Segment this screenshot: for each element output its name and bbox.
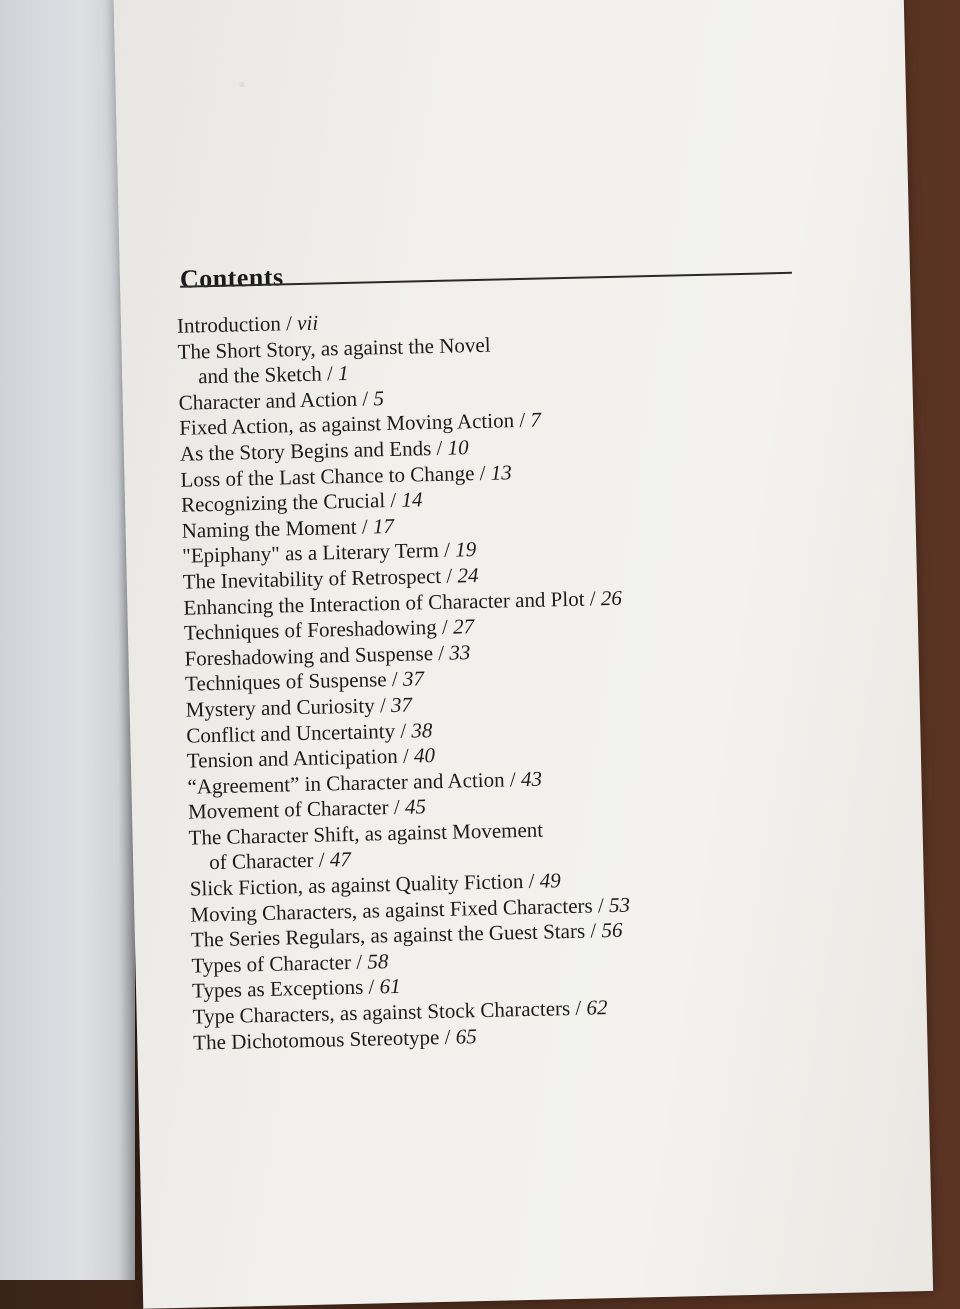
page-title: Contents: [179, 262, 284, 295]
toc-entry-title: Slick Fiction, as against Quality Fiction: [189, 869, 524, 901]
toc-separator: /: [350, 949, 368, 974]
toc-page-number: vii: [296, 310, 319, 336]
toc-entry-title: Enhancing the Interaction of Character and Plot: [183, 586, 585, 620]
toc-entry-title: Recognizing the Crucial: [180, 488, 386, 517]
toc-entry-title: The Dichotomous Stereotype: [192, 1024, 440, 1055]
toc-entry-title: Character and Action: [178, 386, 358, 415]
show-through-text: ·: [235, 62, 249, 109]
toc-separator: /: [397, 743, 415, 768]
facing-page: [0, 0, 135, 1280]
book-page: [113, 0, 933, 1309]
toc-page-number: 38: [411, 717, 433, 743]
toc-page-number: 40: [413, 743, 436, 768]
toc-entry-title: Tension and Anticipation: [186, 743, 398, 773]
toc-entry-continuation: of Character: [208, 848, 314, 875]
toc-separator: /: [362, 974, 380, 1000]
toc-page-number: 58: [367, 948, 389, 974]
toc-page-number: 27: [452, 614, 475, 639]
toc-entry-title: “Agreement” in Character and Action: [187, 767, 505, 799]
toc-separator: /: [513, 408, 531, 433]
table-of-contents: [177, 299, 834, 1056]
toc-separator: /: [280, 311, 298, 336]
toc-page-number: 65: [455, 1023, 477, 1049]
toc-page-number: 47: [329, 847, 352, 872]
toc-separator: /: [356, 514, 374, 539]
toc-entry-title: Loss of the Last Chance to Change: [180, 460, 475, 492]
toc-separator: /: [584, 585, 602, 611]
toc-page-number: 17: [372, 513, 395, 539]
toc-entry-title: The Short Story, as against the Novel: [177, 332, 491, 364]
toc-entry-title: Moving Characters, as against Fixed Characters: [190, 893, 593, 927]
toc-entry-title: Types as Exceptions: [191, 975, 364, 1004]
toc-entry-title: Fixed Action, as against Moving Action: [179, 408, 515, 441]
toc-separator: /: [374, 692, 392, 718]
toc-page-number: 53: [608, 892, 631, 917]
toc-page-number: 14: [401, 487, 423, 512]
toc-entry-title: Naming the Moment: [181, 514, 357, 543]
toc-page-number: 33: [449, 639, 471, 665]
toc-separator: /: [356, 386, 374, 411]
toc-page-number: 49: [539, 868, 561, 893]
toc-entry-title: Techniques of Foreshadowing: [183, 615, 437, 645]
toc-entry-title: Movement of Character: [187, 795, 389, 824]
toc-page-number: 37: [402, 666, 425, 692]
toc-separator: /: [584, 918, 602, 943]
toc-entry-title: Foreshadowing and Suspense: [184, 640, 434, 671]
toc-separator: /: [321, 361, 339, 386]
toc-separator: /: [313, 847, 331, 873]
toc-entry-title: The Series Regulars, as against the Guest Stars: [190, 918, 586, 952]
toc-separator: /: [592, 892, 610, 918]
toc-page-number: 19: [454, 537, 477, 562]
toc-page-number: 10: [447, 435, 469, 460]
toc-entry-title: "Epiphany" as a Literary Term: [181, 538, 440, 569]
toc-entry-title: Introduction: [176, 311, 282, 338]
toc-separator: /: [440, 563, 458, 588]
toc-page-number: 62: [586, 995, 608, 1020]
toc-page-number: 13: [490, 459, 512, 485]
toc-entry-continuation: and the Sketch: [197, 361, 323, 389]
toc-entry-title: The Character Shift, as against Movement: [188, 817, 544, 850]
toc-separator: /: [439, 1024, 456, 1049]
toc-separator: /: [388, 795, 406, 820]
toc-page-number: 43: [520, 766, 543, 791]
toc-separator: /: [432, 640, 450, 665]
toc-separator: /: [430, 435, 448, 461]
toc-separator: /: [438, 537, 456, 563]
toc-entry-title: Types of Character: [191, 949, 352, 978]
toc-page-number: 24: [457, 562, 479, 588]
toc-page-number: 7: [530, 407, 542, 433]
toc-entry-title: Techniques of Suspense: [184, 667, 387, 696]
toc-page-number: 1: [337, 361, 349, 386]
toc-separator: /: [384, 487, 402, 513]
toc-separator: /: [504, 766, 522, 792]
toc-page-number: 45: [404, 794, 427, 820]
toc-separator: /: [386, 667, 404, 692]
toc-separator: /: [394, 718, 412, 743]
toc-separator: /: [523, 868, 540, 894]
toc-entry-title: As the Story Begins and Ends: [179, 436, 432, 466]
toc-page-number: 37: [390, 692, 413, 717]
toc-page-number: 26: [600, 585, 623, 610]
toc-entry-title: Mystery and Curiosity: [185, 693, 375, 722]
toc-entry-title: The Inevitability of Retrospect: [182, 563, 442, 594]
toc-page-number: 5: [373, 385, 385, 411]
toc-separator: /: [436, 614, 454, 640]
toc-page-number: 56: [601, 918, 623, 943]
toc-separator: /: [474, 460, 491, 485]
toc-page-number: 61: [379, 974, 401, 999]
toc-entry-title: Conflict and Uncertainty: [186, 718, 396, 748]
toc-entry-title: Type Characters, as against Stock Characters: [192, 996, 571, 1029]
toc-separator: /: [569, 995, 587, 1021]
